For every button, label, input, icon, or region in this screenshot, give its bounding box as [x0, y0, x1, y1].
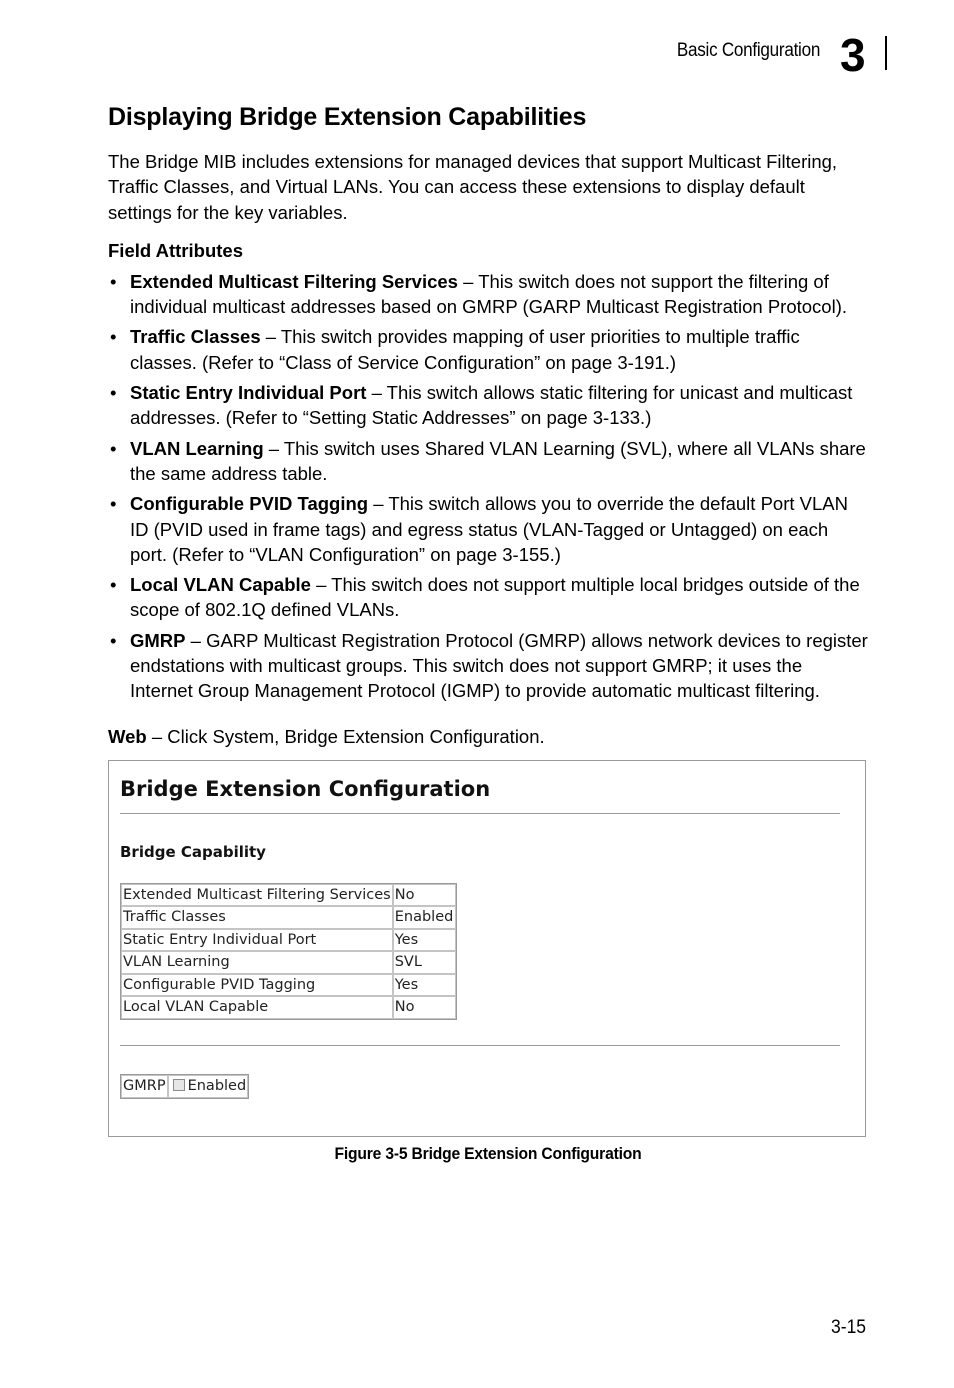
- attribute-desc: – This switch uses Shared VLAN Learning (SVL), where all VLANs share the same address table.: [130, 437, 866, 484]
- capability-value: SVL: [393, 951, 456, 974]
- figure-screenshot: [108, 760, 866, 1137]
- capability-value: Enabled: [393, 906, 456, 929]
- attribute-desc: – This switch does not support the filtering of individual multicast addresses based on GMRP (GARP Multicast Registration Protocol).: [130, 270, 848, 318]
- capability-value: Yes: [393, 974, 456, 997]
- attribute-term: Traffic Classes: [130, 326, 261, 348]
- main-content: [108, 100, 868, 1164]
- list-item: • GMRP – GARP Multicast Registration Protocol (GMRP) allows network devices to register endstations with multicast groups. This switch does not support GMRP; it uses the Internet Group Management Protocol (IGMP) to provide automatic multicast filtering.: [110, 629, 868, 702]
- chapter-rule: [885, 36, 887, 70]
- running-title: Basic Configuration: [676, 40, 820, 61]
- capability-label: Configurable PVID Tagging: [121, 974, 393, 997]
- attribute-list: [108, 269, 868, 704]
- web-label: Web: [108, 725, 147, 747]
- divider: [120, 1045, 840, 1046]
- field-attributes-heading: Field Attributes: [108, 239, 243, 261]
- gmrp-cell: [168, 1075, 249, 1098]
- bridge-capability-heading: Bridge Capability: [120, 842, 266, 861]
- figure-title: Bridge Extension Configuration: [120, 776, 491, 801]
- attribute-term: VLAN Learning: [130, 437, 264, 459]
- chapter-number: 3: [840, 29, 866, 81]
- capability-label: Extended Multicast Filtering Services: [121, 884, 393, 907]
- list-item: • Local VLAN Capable – This switch does not support multiple local bridges outside of the scope of 802.1Q defined VLANs.: [110, 574, 860, 621]
- gmrp-label: GMRP: [121, 1075, 168, 1098]
- table-row: [121, 884, 456, 907]
- section-title: Displaying Bridge Extension Capabilities: [108, 103, 587, 131]
- capability-value: No: [393, 884, 456, 907]
- list-item: • Configurable PVID Tagging – This switch allows you to override the default Port VLAN ID (PVID used in frame tags) and egress status (VLAN-Tagged or Untagged) on each port. (Refer to “VLAN Configuration” on page 3-155.): [110, 493, 848, 565]
- table-row: [121, 906, 456, 929]
- capability-label: Local VLAN Capable: [121, 996, 393, 1019]
- attribute-desc: – GARP Multicast Registration Protocol (GMRP) allows network devices to register endstations with multicast groups. This switch does not support GMRP; it uses the Internet Group Management Protocol (IGMP) to provide automatic multicast filtering.: [130, 629, 868, 702]
- gmrp-enabled-checkbox[interactable]: [173, 1079, 185, 1091]
- capability-label: Static Entry Individual Port: [121, 929, 393, 952]
- list-item: • VLAN Learning – This switch uses Shared VLAN Learning (SVL), where all VLANs share the same address table.: [110, 437, 866, 484]
- table-row: [121, 929, 456, 952]
- table-row: [121, 974, 456, 997]
- table-row: [121, 996, 456, 1019]
- list-item: • Extended Multicast Filtering Services – This switch does not support the filtering of individual multicast addresses based on GMRP (GARP Multicast Registration Protocol).: [110, 270, 848, 318]
- capability-label: Traffic Classes: [121, 906, 393, 929]
- capability-label: VLAN Learning: [121, 951, 393, 974]
- bridge-capability-table: [120, 883, 457, 1020]
- attribute-term: Configurable PVID Tagging: [130, 493, 369, 515]
- table-row: [121, 951, 456, 974]
- web-instruction: [108, 724, 868, 749]
- attribute-desc: – This switch provides mapping of user priorities to multiple traffic classes. (Refer to “Class of Service Configuration” on page 3-191.): [130, 326, 800, 373]
- attribute-desc: – This switch does not support multiple local bridges outside of the scope of 802.1Q defined VLANs.: [130, 574, 860, 621]
- attribute-desc: – This switch allows static filtering for unicast and multicast addresses. (Refer to “Setting Static Addresses” on page 3-133.): [130, 382, 853, 429]
- gmrp-checkbox-label: Enabled: [187, 1078, 247, 1095]
- attribute-term: GMRP: [130, 629, 186, 651]
- table-row: [121, 1075, 248, 1098]
- web-text: – Click System, Bridge Extension Configuration.: [146, 725, 545, 747]
- attribute-term: Static Entry Individual Port: [130, 382, 367, 404]
- attribute-desc: – This switch allows you to override the default Port VLAN ID (PVID used in frame tags) and egress status (VLAN-Tagged or Untagged) on each port. (Refer to “VLAN Configuration” on page 3-155.): [130, 493, 848, 565]
- intro-paragraph: The Bridge MIB includes extensions for managed devices that support Multicast Filtering, Traffic Classes, and Virtual LANs. You can access these extensions to display default settings for the key variables.: [108, 151, 838, 223]
- running-header: [0, 29, 954, 81]
- gmrp-table: [120, 1074, 249, 1099]
- capability-value: Yes: [393, 929, 456, 952]
- attribute-term: Local VLAN Capable: [130, 574, 311, 596]
- page-number: 3-15: [831, 1317, 866, 1338]
- capability-value: No: [393, 996, 456, 1019]
- figure-caption: Figure 3-5 Bridge Extension Configuration: [334, 1143, 642, 1163]
- attribute-term: Extended Multicast Filtering Services: [130, 270, 458, 292]
- list-item: • Traffic Classes – This switch provides mapping of user priorities to multiple traffic classes. (Refer to “Class of Service Configuration” on page 3-191.): [110, 326, 800, 373]
- list-item: • Static Entry Individual Port – This switch allows static filtering for unicast and multicast addresses. (Refer to “Setting Static Addresses” on page 3-133.): [110, 382, 853, 429]
- divider: [120, 813, 840, 814]
